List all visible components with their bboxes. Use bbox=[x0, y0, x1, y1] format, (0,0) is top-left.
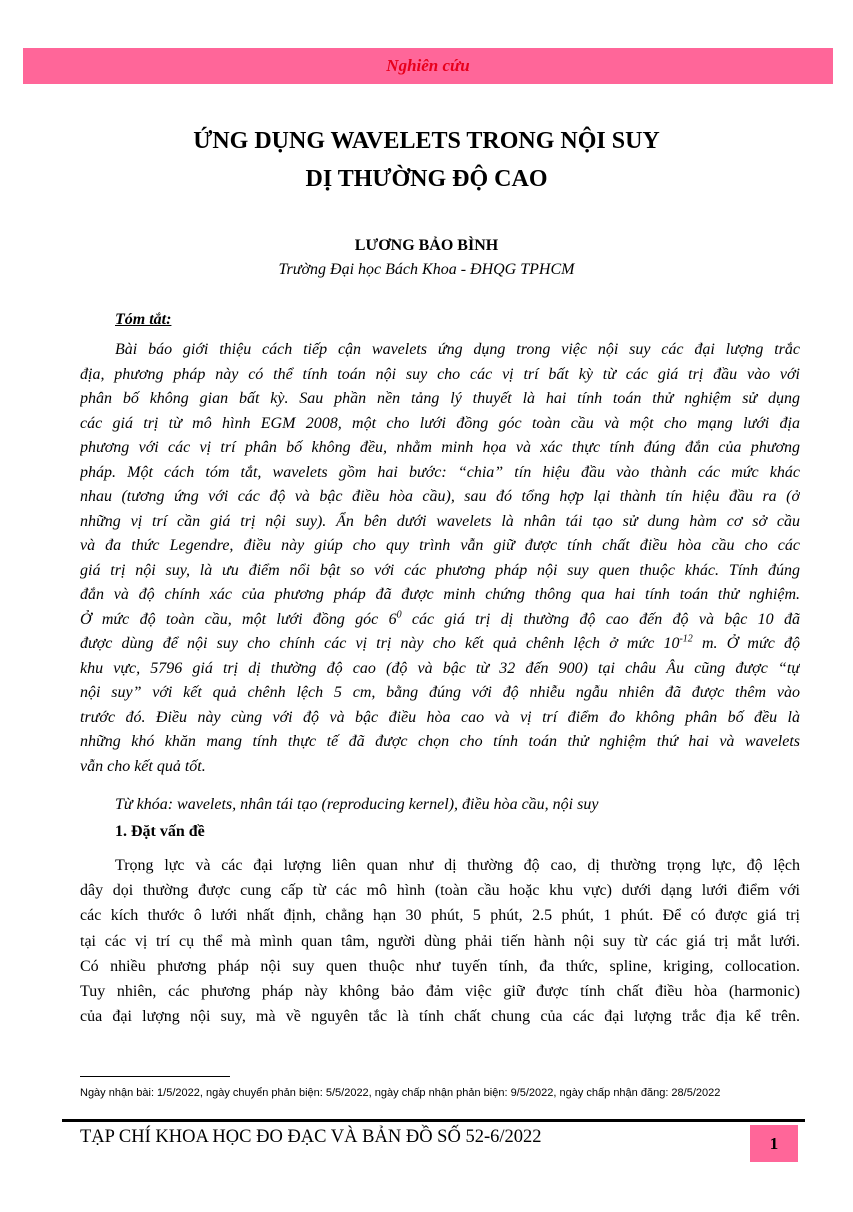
section-1-body bbox=[80, 853, 800, 1029]
section-header-bar bbox=[23, 48, 833, 84]
abstract-line: những khó khăn mang tính thực tế đã được chọn cho tính toán thử nghiệm thứ hai và wavelets bbox=[80, 733, 800, 750]
abstract-line: phương với các vị trí phân bố không đều, nhằm minh họa và xác thực tính đúng đắn của phương bbox=[80, 439, 800, 456]
body-line: Có nhiều phương pháp nội suy quen thuộc như tuyến tính, đa thức, spline, kriging, collocation. bbox=[80, 957, 800, 975]
abstract-line: đắn và độ chính xác của phương pháp đã được minh chứng thông qua hai tính toán thử nghiệm. bbox=[80, 586, 800, 603]
footnote-dates: Ngày nhận bài: 1/5/2022, ngày chuyển phản biện: 5/5/2022, ngày chấp nhận phản biện: 9/5/2022, ngày chấp nhận đăng: 28/5/2022 bbox=[80, 1087, 721, 1099]
body-line: dây dọi thường được cung cấp từ các mô hình (toàn cầu hoặc khu vực) dưới dạng lưới điểm với bbox=[80, 882, 800, 900]
abstract-body bbox=[80, 338, 800, 779]
keywords: Từ khóa: wavelets, nhân tái tạo (reproducing kernel), điều hòa cầu, nội suy bbox=[115, 796, 599, 813]
abstract-line: nội suy” với kết quả chênh lệch 5 cm, bằng đúng với độ nhiễu ngẫu nhiên đã được thêm vào bbox=[80, 684, 800, 701]
abstract-line: phân bố không gian bất kỳ. Sau phần nền tảng lý thuyết là hai tính toán thử nghiệm sử dụng bbox=[80, 390, 800, 407]
abstract-line: khu vực, 5796 giá trị dị thường độ cao (độ và bậc từ 32 đến 900) tại châu Âu cũng được “tự bbox=[80, 659, 800, 677]
abstract-line bbox=[80, 608, 800, 633]
section-label: Nghiên cứu bbox=[386, 56, 470, 75]
abstract-line bbox=[80, 632, 800, 657]
journal-name: TẠP CHÍ KHOA HỌC ĐO ĐẠC VÀ BẢN ĐỒ SỐ 52-6/2022 bbox=[80, 1127, 542, 1147]
author-affiliation: Trường Đại học Bách Khoa - ĐHQG TPHCM bbox=[278, 261, 575, 278]
abstract-line: và đa thức Legendre, điều này giúp cho quy trình vẫn giữ được tính chất điều hòa cầu cho các bbox=[80, 537, 800, 554]
text-segment: các giá trị dị thường độ cao đến độ và bậc 10 đã bbox=[401, 610, 800, 628]
abstract-line: Bài báo giới thiệu cách tiếp cận wavelets ứng dụng trong việc nội suy các đại lượng trắc bbox=[115, 341, 800, 358]
superscript: -12 bbox=[679, 633, 693, 645]
title-line-2: DỊ THƯỜNG ĐỘ CAO bbox=[305, 166, 548, 192]
text-segment: Ở mức độ toàn cầu, một lưới đồng góc 6 bbox=[80, 610, 397, 628]
abstract-line: những vị trí cần giá trị nội suy). Ẩn bên dưới wavelets là nhân tái tạo sử dung hàm cơ sở cầu bbox=[80, 512, 800, 530]
section-1-heading: 1. Đặt vấn đề bbox=[115, 823, 205, 840]
abstract-line: các giá trị từ mô hình EGM 2008, một cho lưới đồng góc toàn cầu và một cho mạng lưới địa bbox=[80, 414, 800, 432]
abstract-line: trước đó. Điều này cùng với độ và bậc điều hòa cao và vị trí điểm đo không phân bố đều là bbox=[80, 708, 800, 726]
superscript: 0 bbox=[396, 609, 402, 621]
page-number: 1 bbox=[750, 1125, 798, 1162]
body-line: các kích thước ô lưới nhất định, chẳng hạn 30 phút, 5 phút, 2.5 phút, 1 phút. Để có được giá trị bbox=[80, 907, 800, 925]
abstract-line: vẫn cho kết quả tốt. bbox=[80, 757, 206, 775]
author-name: LƯƠNG BẢO BÌNH bbox=[354, 237, 499, 254]
body-line: Tuy nhiên, các phương pháp này không bảo đảm việc giữ được tính chất điều hòa (harmonic) bbox=[80, 983, 800, 1001]
text-segment: m. Ở mức độ bbox=[692, 635, 800, 652]
body-line: Trọng lực và các đại lượng liên quan như dị thường độ cao, dị thường trọng lực, độ lệch bbox=[115, 857, 800, 874]
body-line: tại các vị trí cụ thể mà mình quan tâm, người dùng phải tiến hành nội suy từ các giá trị mắt lưới. bbox=[80, 932, 800, 950]
abstract-line: địa, phương pháp này có thể tính toán nội suy cho các vị trí bất kỳ từ các giá trị đầu vào với bbox=[80, 365, 800, 383]
body-line: của đại lượng nội suy, mà về nguyên tắc là tính chất chung của các đại lượng trắc địa kể trên. bbox=[80, 1008, 800, 1026]
abstract-heading: Tóm tắt: bbox=[115, 311, 172, 328]
title-line-1: ỨNG DỤNG WAVELETS TRONG NỘI SUY bbox=[193, 128, 660, 154]
footnote-divider bbox=[80, 1076, 230, 1077]
text-segment: được dùng để nội suy cho chính các vị trị này cho kết quả chênh lệch ở mức 10 bbox=[80, 635, 680, 652]
abstract-line: pháp. Một cách tóm tắt, wavelets gồm hai bước: “chia” tín hiệu đầu vào thành các mức khác bbox=[80, 463, 800, 481]
abstract-line: nhau (tương ứng với các độ và bậc điều hòa cầu), sau đó tổng hợp lại thành tín hiệu đầu ra (ở bbox=[80, 488, 800, 505]
footer-divider bbox=[62, 1119, 805, 1122]
abstract-line: giá trị nội suy, là ưu điểm nổi bật so với các phương pháp nội suy quen thuộc khác. Tính đúng bbox=[80, 561, 800, 579]
